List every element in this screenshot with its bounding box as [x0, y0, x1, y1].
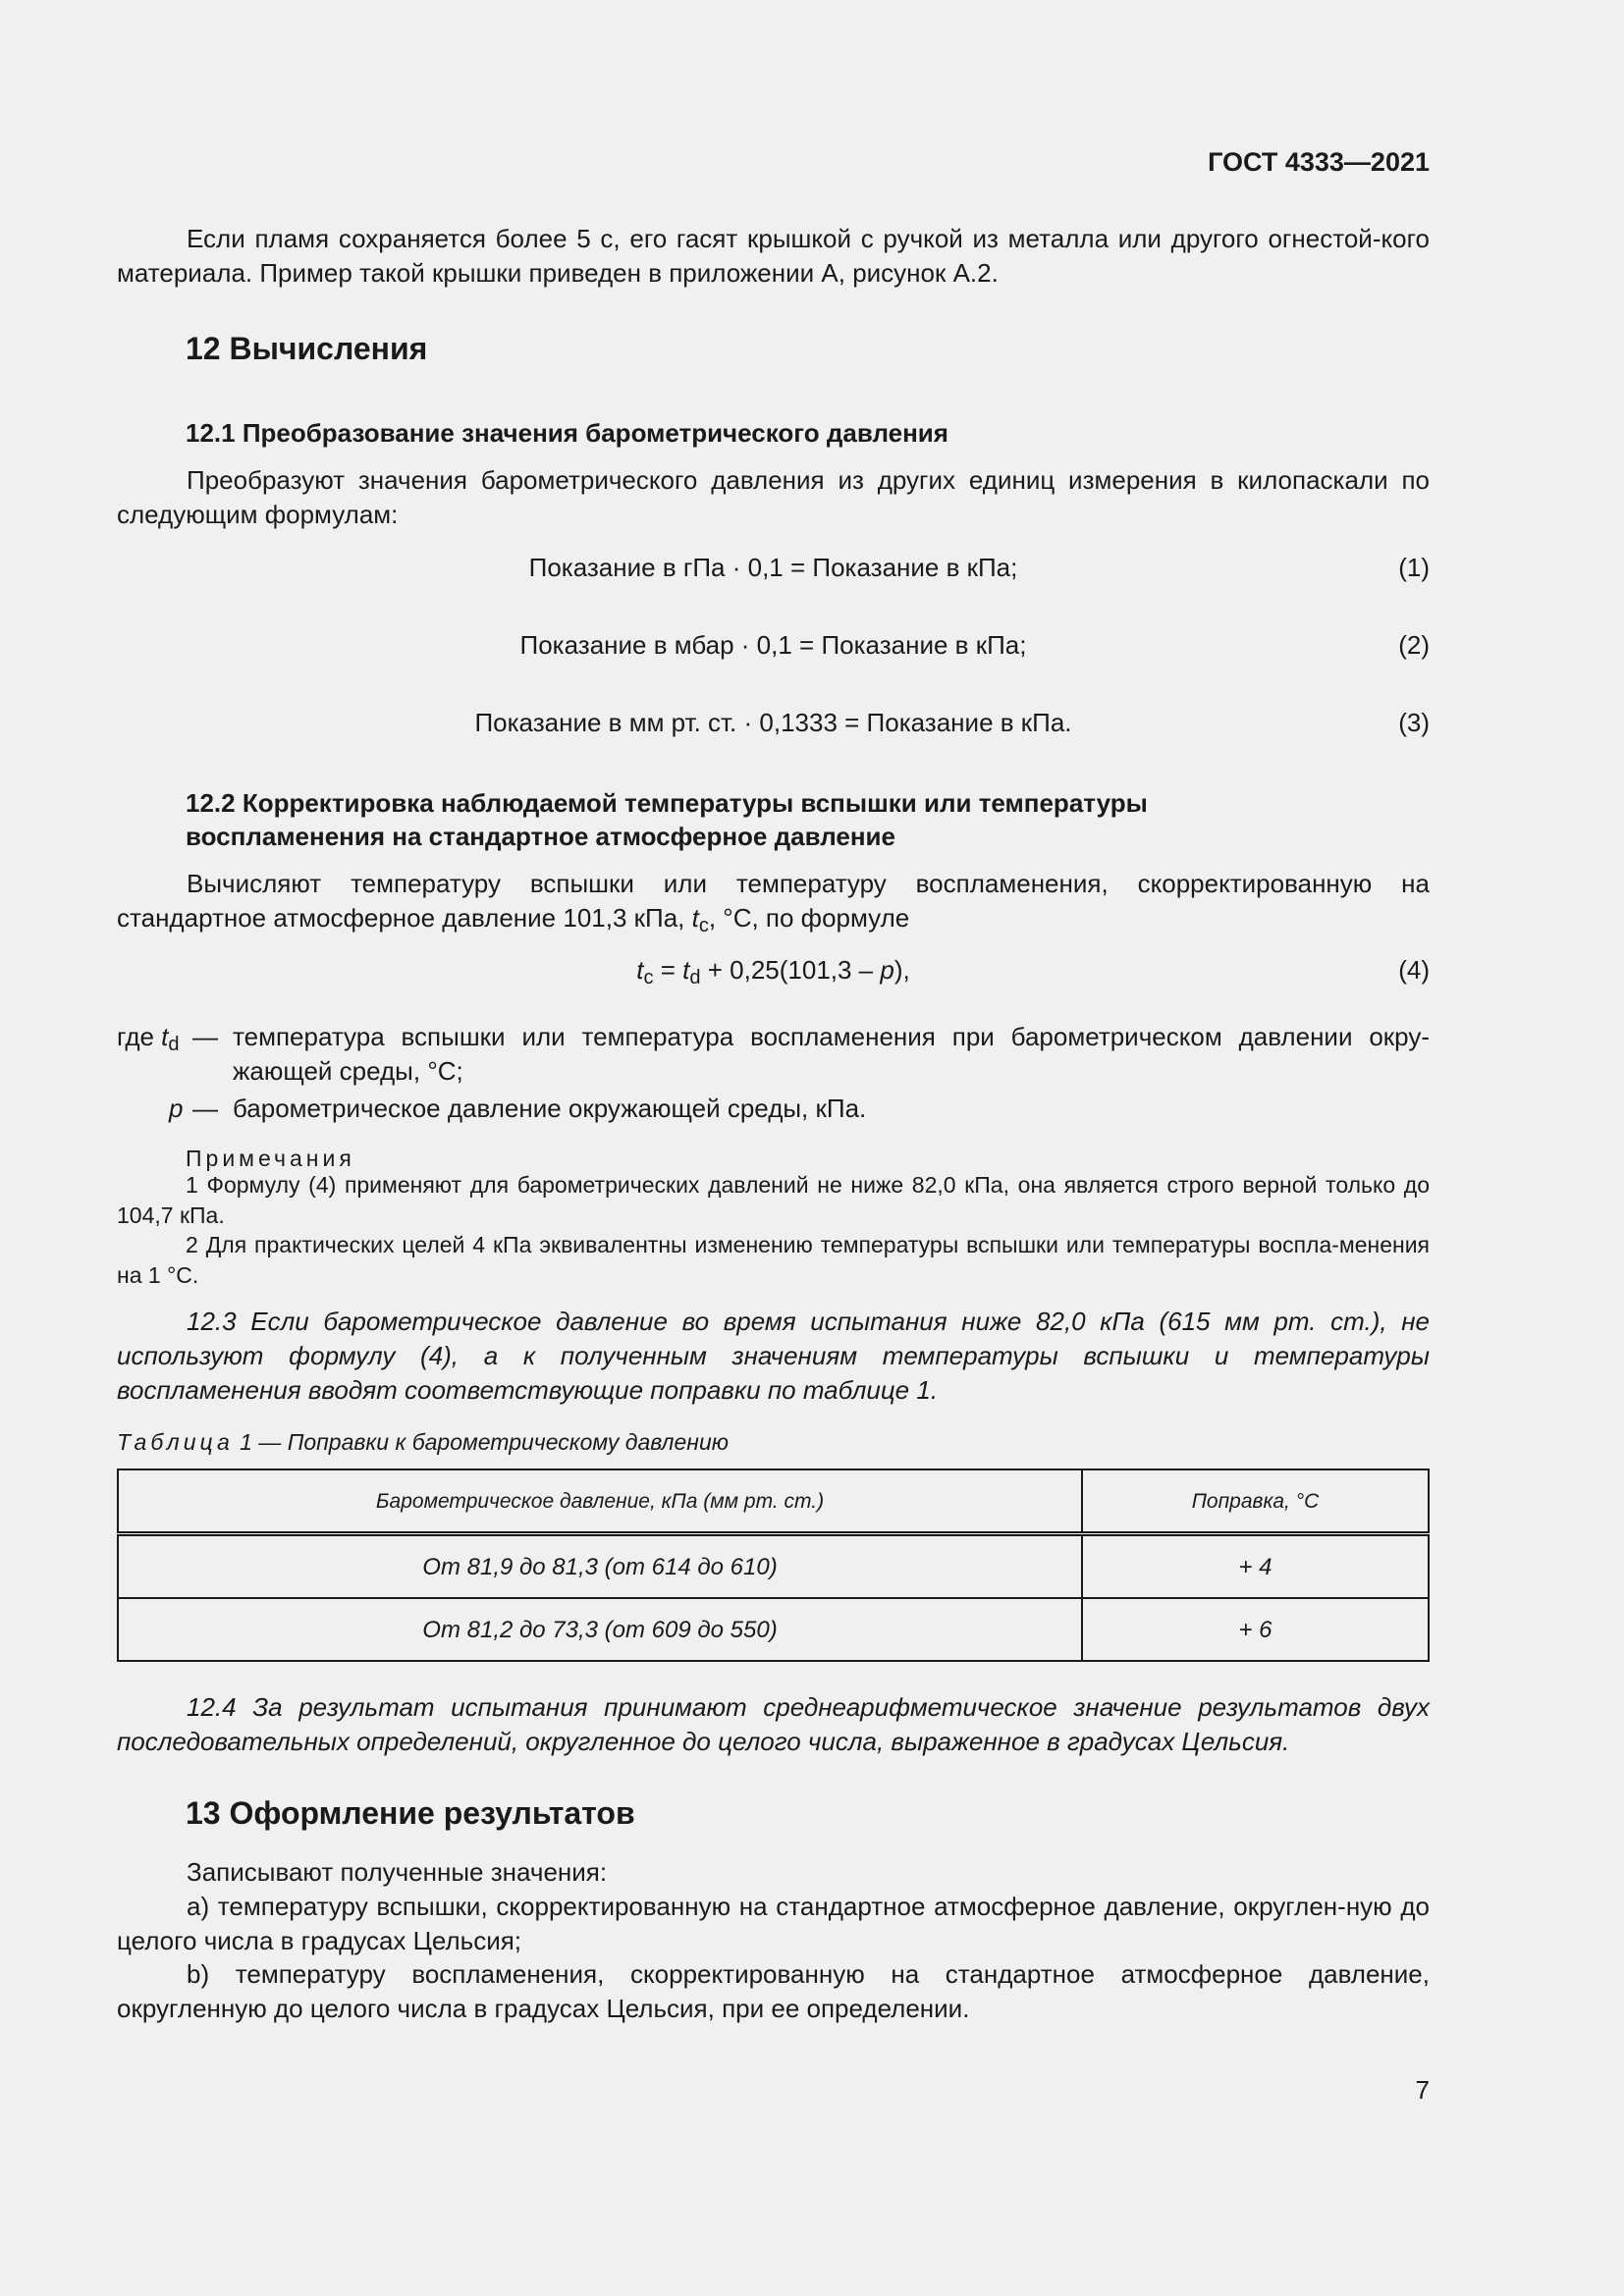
section-12-title: 12 Вычисления	[186, 331, 428, 366]
table-1	[117, 1468, 1430, 1662]
formula-1-number: (1)	[1398, 553, 1430, 582]
table-cell-pressure: От 81,9 до 81,3 (от 614 до 610)	[118, 1534, 1082, 1599]
formula-3-number: (3)	[1398, 708, 1430, 737]
paragraph-12-2: Вычисляют температуру вспышки или температуру воспламенения, скорректированную на стандартное атмосферное давление 101,3 кПа, $t_c$, °С, по формуле	[117, 869, 1430, 936]
where-dash-p: —	[192, 1094, 218, 1123]
table-1-caption: Таблица 1 — Поправки к барометрическому давлению	[117, 1429, 730, 1455]
where-p-definition: барометрическое давление окружающей среды, кПа.	[233, 1094, 867, 1123]
section-13-item-a: a) температуру вспышки, скорректированную на стандартное атмосферное давление, округлен-ную до целого числа в градусах Цельсия;	[117, 1892, 1430, 1955]
section-13-item-b: b) температуру воспламенения, скорректированную на стандартное атмосферное давление, округленную до целого числа в градусах Цельсия, при ее определении.	[117, 1959, 1430, 2023]
document-header: ГОСТ 4333—2021	[1208, 147, 1430, 177]
note-2: 2 Для практических целей 4 кПа эквивалентны изменению температуры вспышки или температуры воспла-менения на 1 °С.	[117, 1232, 1430, 1288]
formula-1: Показание в гПа · 0,1 = Показание в кПа;	[528, 553, 1018, 582]
subsection-12-2-title: 12.2 Корректировка наблюдаемой температуры вспышки или температуры воспламенения на стандартное атмосферное давление	[186, 788, 1148, 851]
where-label: где $t_d$	[117, 1022, 180, 1055]
where-dash-td: —	[192, 1022, 218, 1051]
table-cell-correction: + 6	[1082, 1598, 1429, 1661]
table-cell-pressure: От 81,2 до 73,3 (от 609 до 550)	[118, 1598, 1082, 1661]
notes-title: Примечания	[186, 1146, 355, 1171]
intro-paragraph: Если пламя сохраняется более 5 с, его гасят крышкой с ручкой из металла или другого огнестой-кого материала. Пример такой крышки приведен в приложении А, рисунок А.2.	[117, 224, 1430, 288]
note-1: 1 Формулу (4) применяют для барометрических давлений не ниже 82,0 кПа, она является строго верной только до 104,7 кПа.	[117, 1172, 1430, 1228]
table-row	[118, 1598, 1429, 1661]
formula-2-number: (2)	[1398, 630, 1430, 660]
table-row	[118, 1534, 1429, 1599]
formula-4-number: (4)	[1398, 955, 1430, 985]
table-header-correction: Поправка, °С	[1082, 1469, 1429, 1534]
paragraph-12-3: 12.3 Если барометрическое давление во время испытания ниже 82,0 кПа (615 мм рт. ст.), не используют формулу (4), а к полученным значениям температуры вспышки и температуры воспламенения вводят соответствующие поправки по таблице 1.	[117, 1307, 1430, 1405]
where-p-symbol: p	[169, 1094, 184, 1123]
section-13-title: 13 Оформление результатов	[186, 1795, 635, 1831]
formula-3: Показание в мм рт. ст. · 0,1333 = Показание в кПа.	[474, 708, 1072, 737]
page-number: 7	[1415, 2075, 1430, 2105]
table-header-row	[118, 1469, 1429, 1534]
formula-4: $t_c = t_d + 0,25(101,3 - p)$,	[636, 955, 910, 988]
table-header-pressure: Барометрическое давление, кПа (мм рт. ст.)	[118, 1469, 1082, 1534]
section-13-intro: Записывают полученные значения:	[187, 1857, 608, 1887]
where-td-definition: температура вспышки или температура воспламенения при барометрическом давлении окру-жающей среды, °С;	[233, 1022, 1430, 1086]
formula-2: Показание в мбар · 0,1 = Показание в кПа;	[519, 630, 1027, 660]
table-cell-correction: + 4	[1082, 1534, 1429, 1599]
paragraph-12-4: 12.4 За результат испытания принимают среднеарифметическое значение результатов двух последовательных определений, округленное до целого числа, выраженное в градусах Цельсия.	[117, 1692, 1430, 1756]
subsection-12-1-title: 12.1 Преобразование значения барометрического давления	[186, 418, 948, 448]
paragraph-12-1: Преобразуют значения барометрического давления из других единиц измерения в килопаскали по следующим формулам:	[117, 465, 1430, 529]
